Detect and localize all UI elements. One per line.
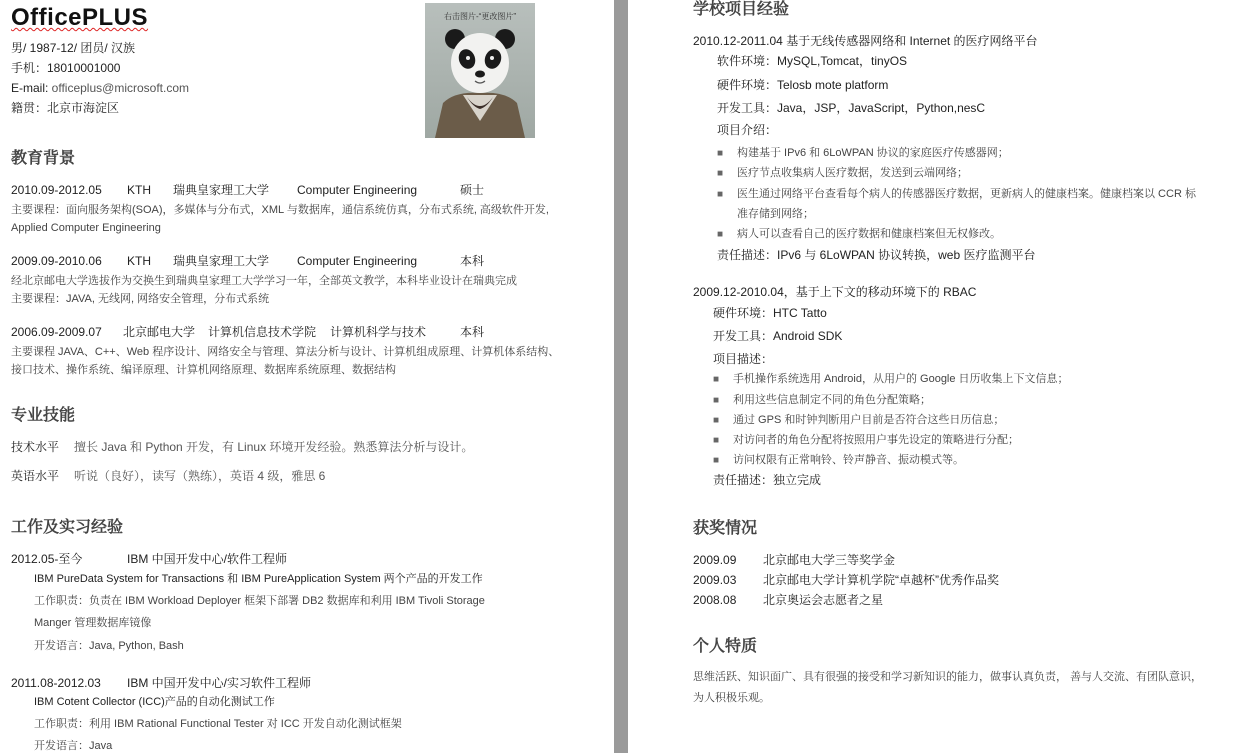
project-1-bullet-4: 病人可以查看自己的医疗数据和健康档案但无权修改。 xyxy=(737,228,1001,240)
edu-entry-3-major: 计算机科学与技术 xyxy=(330,325,427,339)
bullet-icon: ■ xyxy=(717,189,724,200)
edu-entry-3-period: 2006.09-2009.07 xyxy=(11,325,102,339)
job-2-language: 开发语言：Java xyxy=(34,740,113,752)
education-heading: 教育背景 xyxy=(11,150,76,167)
bullet-icon: ■ xyxy=(713,415,720,426)
skill-english-label: 英语水平 xyxy=(11,469,60,483)
job-2-duty: 工作职责：利用 IBM Rational Functional Tester 对 ICC 开发自动化测试框架 xyxy=(34,718,402,730)
resume-name: OfficePLUS xyxy=(11,4,149,31)
bullet-icon: ■ xyxy=(717,168,724,179)
edu-entry-3-degree: 本科 xyxy=(460,325,485,339)
panda-portrait-image xyxy=(425,3,535,138)
photo-caption: 右击图片-“更改图片” xyxy=(444,12,516,21)
edu-entry-1-school: 瑞典皇家理工大学 xyxy=(173,183,270,197)
edu-entry-1-degree: 硕士 xyxy=(460,183,485,197)
edu-entry-2-degree: 本科 xyxy=(460,254,485,268)
project-1-bullet-3: 医生通过网络平台查看每个病人的传感器医疗数据，更新病人的健康档案。健康档案以 CCR 标 xyxy=(737,188,1196,200)
personal-info: 男/ 1987-12/ 团员/ 汉族 xyxy=(11,41,136,55)
job-1-title: IBM 中国开发中心/软件工程师 xyxy=(127,552,288,566)
traits-heading: 个人特质 xyxy=(693,638,758,655)
project-2-duty: 责任描述：独立完成 xyxy=(713,473,822,487)
edu-entry-1-line1: 主要课程：面向服务架构(SOA)，多媒体与分布式，XML 与数据库，通信系统仿真，分布式系统, 高级软件开发, xyxy=(11,204,549,216)
job-1-duty-line1: 工作职责：负责在 IBM Workload Deployer 框架下部署 DB2 数据库和利用 IBM Tivoli Storage xyxy=(34,595,485,607)
edu-entry-1-school-short: KTH xyxy=(127,183,151,197)
job-2-desc: IBM Cotent Collector (ICC)产品的自动化测试工作 xyxy=(34,696,275,708)
edu-entry-2-school: 瑞典皇家理工大学 xyxy=(173,254,270,268)
bullet-icon: ■ xyxy=(717,229,724,240)
edu-entry-2-line1: 经北京邮电大学选拔作为交换生到瑞典皇家理工大学学习一年，全部英文教学，本科毕业设计在瑞典完成 xyxy=(11,275,517,287)
project-2-hardware: 硬件环境：HTC Tatto xyxy=(713,306,827,320)
edu-entry-3-school: 计算机信息技术学院 xyxy=(208,325,317,339)
award-1-year: 2009.09 xyxy=(693,553,737,567)
projects-heading: 学校项目经验 xyxy=(693,1,790,18)
project-2-bullet-4: 对访问者的角色分配将按照用户事先设定的策略进行分配； xyxy=(733,434,1019,446)
edu-entry-2-school-short: KTH xyxy=(127,254,151,268)
bullet-icon: ■ xyxy=(713,455,720,466)
job-1-duty-line2: Manger 管理数据库镜像 xyxy=(34,617,152,629)
project-2-bullet-3: 通过 GPS 和时钟判断用户目前是否符合这些日历信息； xyxy=(733,414,1005,426)
edu-entry-1-major: Computer Engineering xyxy=(297,183,418,197)
project-2-bullet-1: 手机操作系统选用 Android，从用户的 Google 日历收集上下文信息； xyxy=(733,373,1069,385)
email-address[interactable]: officeplus@microsoft.com xyxy=(51,81,190,95)
project-1-duty: 责任描述：IPv6 与 6LoWPAN 协议转换，web 医疗监测平台 xyxy=(717,248,1036,262)
awards-heading: 获奖情况 xyxy=(693,520,758,537)
work-heading: 工作及实习经验 xyxy=(11,519,124,536)
edu-entry-2-line2: 主要课程：JAVA, 无线网, 网络安全管理，分布式系统 xyxy=(11,293,270,305)
job-2-title: IBM 中国开发中心/实习软件工程师 xyxy=(127,676,312,690)
skills-heading: 专业技能 xyxy=(11,407,76,424)
project-1-intro-label: 项目介绍： xyxy=(717,123,778,137)
edu-entry-1-line2: Applied Computer Engineering xyxy=(11,222,161,234)
email-label: E-mail: xyxy=(11,81,52,95)
resume-page-2 xyxy=(628,0,1250,753)
project-1-bullet-3-cont: 准存储到网络； xyxy=(737,208,814,220)
phone-line: 手机：18010001000 xyxy=(11,61,121,75)
edu-entry-3-line1: 主要课程 JAVA、C++、Web 程序设计、网络安全与管理、算法分析与设计、计算机组成原理、计算机体系结构、 xyxy=(11,346,560,358)
project-2-bullet-2: 利用这些信息制定不同的角色分配策略； xyxy=(733,394,931,406)
project-2-bullet-5: 访问权限有正常响铃、铃声静音、振动模式等。 xyxy=(733,454,964,466)
email-line xyxy=(11,81,189,95)
edu-entry-3-school-short: 北京邮电大学 xyxy=(123,325,196,339)
origin-line: 籍贯：北京市海淀区 xyxy=(11,101,120,115)
edu-entry-1-period: 2010.09-2012.05 xyxy=(11,183,102,197)
edu-entry-3-line2: 接口技术、操作系统、编译原理、计算机网络原理、数据库系统原理、数据结构 xyxy=(11,364,396,376)
traits-line-1: 思维活跃、知识面广、具有很强的接受和学习新知识的能力，做事认真负责， 善与人交流、有团队意识， xyxy=(693,671,1203,683)
edu-entry-2-period: 2009.09-2010.06 xyxy=(11,254,102,268)
skill-tech-text: 擅长 Java 和 Python 开发，有 Linux 环境开发经验。熟悉算法分析与设计。 xyxy=(74,440,474,454)
job-1-language: 开发语言：Java, Python, Bash xyxy=(34,640,184,652)
bullet-icon: ■ xyxy=(713,435,720,446)
award-2-year: 2009.03 xyxy=(693,573,737,587)
award-2-text: 北京邮电大学计算机学院“卓越杯”优秀作品奖 xyxy=(763,573,999,587)
job-2-period: 2011.08-2012.03 xyxy=(11,676,101,690)
profile-photo[interactable] xyxy=(425,3,535,138)
bullet-icon: ■ xyxy=(717,148,724,159)
project-2-intro-label: 项目描述： xyxy=(713,352,774,366)
job-1-desc: IBM PureData System for Transactions 和 IBM PureApplication System 两个产品的开发工作 xyxy=(34,573,483,585)
bullet-icon: ■ xyxy=(713,395,720,406)
project-1-software: 软件环境：MySQL,Tomcat，tinyOS xyxy=(717,54,908,68)
project-2-tools: 开发工具：Android SDK xyxy=(713,329,843,343)
bullet-icon: ■ xyxy=(713,374,720,385)
project-1-tools: 开发工具：Java，JSP，JavaScript，Python,nesC xyxy=(717,101,986,115)
project-1-title: 2010.12-2011.04 基于无线传感器网络和 Internet 的医疗网络平台 xyxy=(693,34,1038,48)
resume-page-1 xyxy=(0,0,614,753)
award-3-text: 北京奥运会志愿者之星 xyxy=(763,593,884,607)
page-gutter xyxy=(614,0,628,753)
award-1-text: 北京邮电大学三等奖学金 xyxy=(763,553,896,567)
traits-line-2: 为人积极乐观。 xyxy=(693,692,770,704)
project-1-bullet-1: 构建基于 IPv6 和 6LoWPAN 协议的家庭医疗传感器网； xyxy=(737,147,1009,159)
skill-tech-label: 技术水平 xyxy=(11,440,60,454)
project-1-hardware: 硬件环境：Telosb mote platform xyxy=(717,78,889,92)
edu-entry-2-major: Computer Engineering xyxy=(297,254,418,268)
skill-english-text: 听说（良好），读写（熟练），英语 4 级，雅思 6 xyxy=(74,469,326,483)
project-1-bullet-2: 医疗节点收集病人医疗数据，发送到云端网络； xyxy=(737,167,968,179)
award-3-year: 2008.08 xyxy=(693,593,737,607)
job-1-period: 2012.05-至今 xyxy=(11,552,83,566)
project-2-title: 2009.12-2010.04，基于上下文的移动环境下的 RBAC xyxy=(693,285,977,299)
